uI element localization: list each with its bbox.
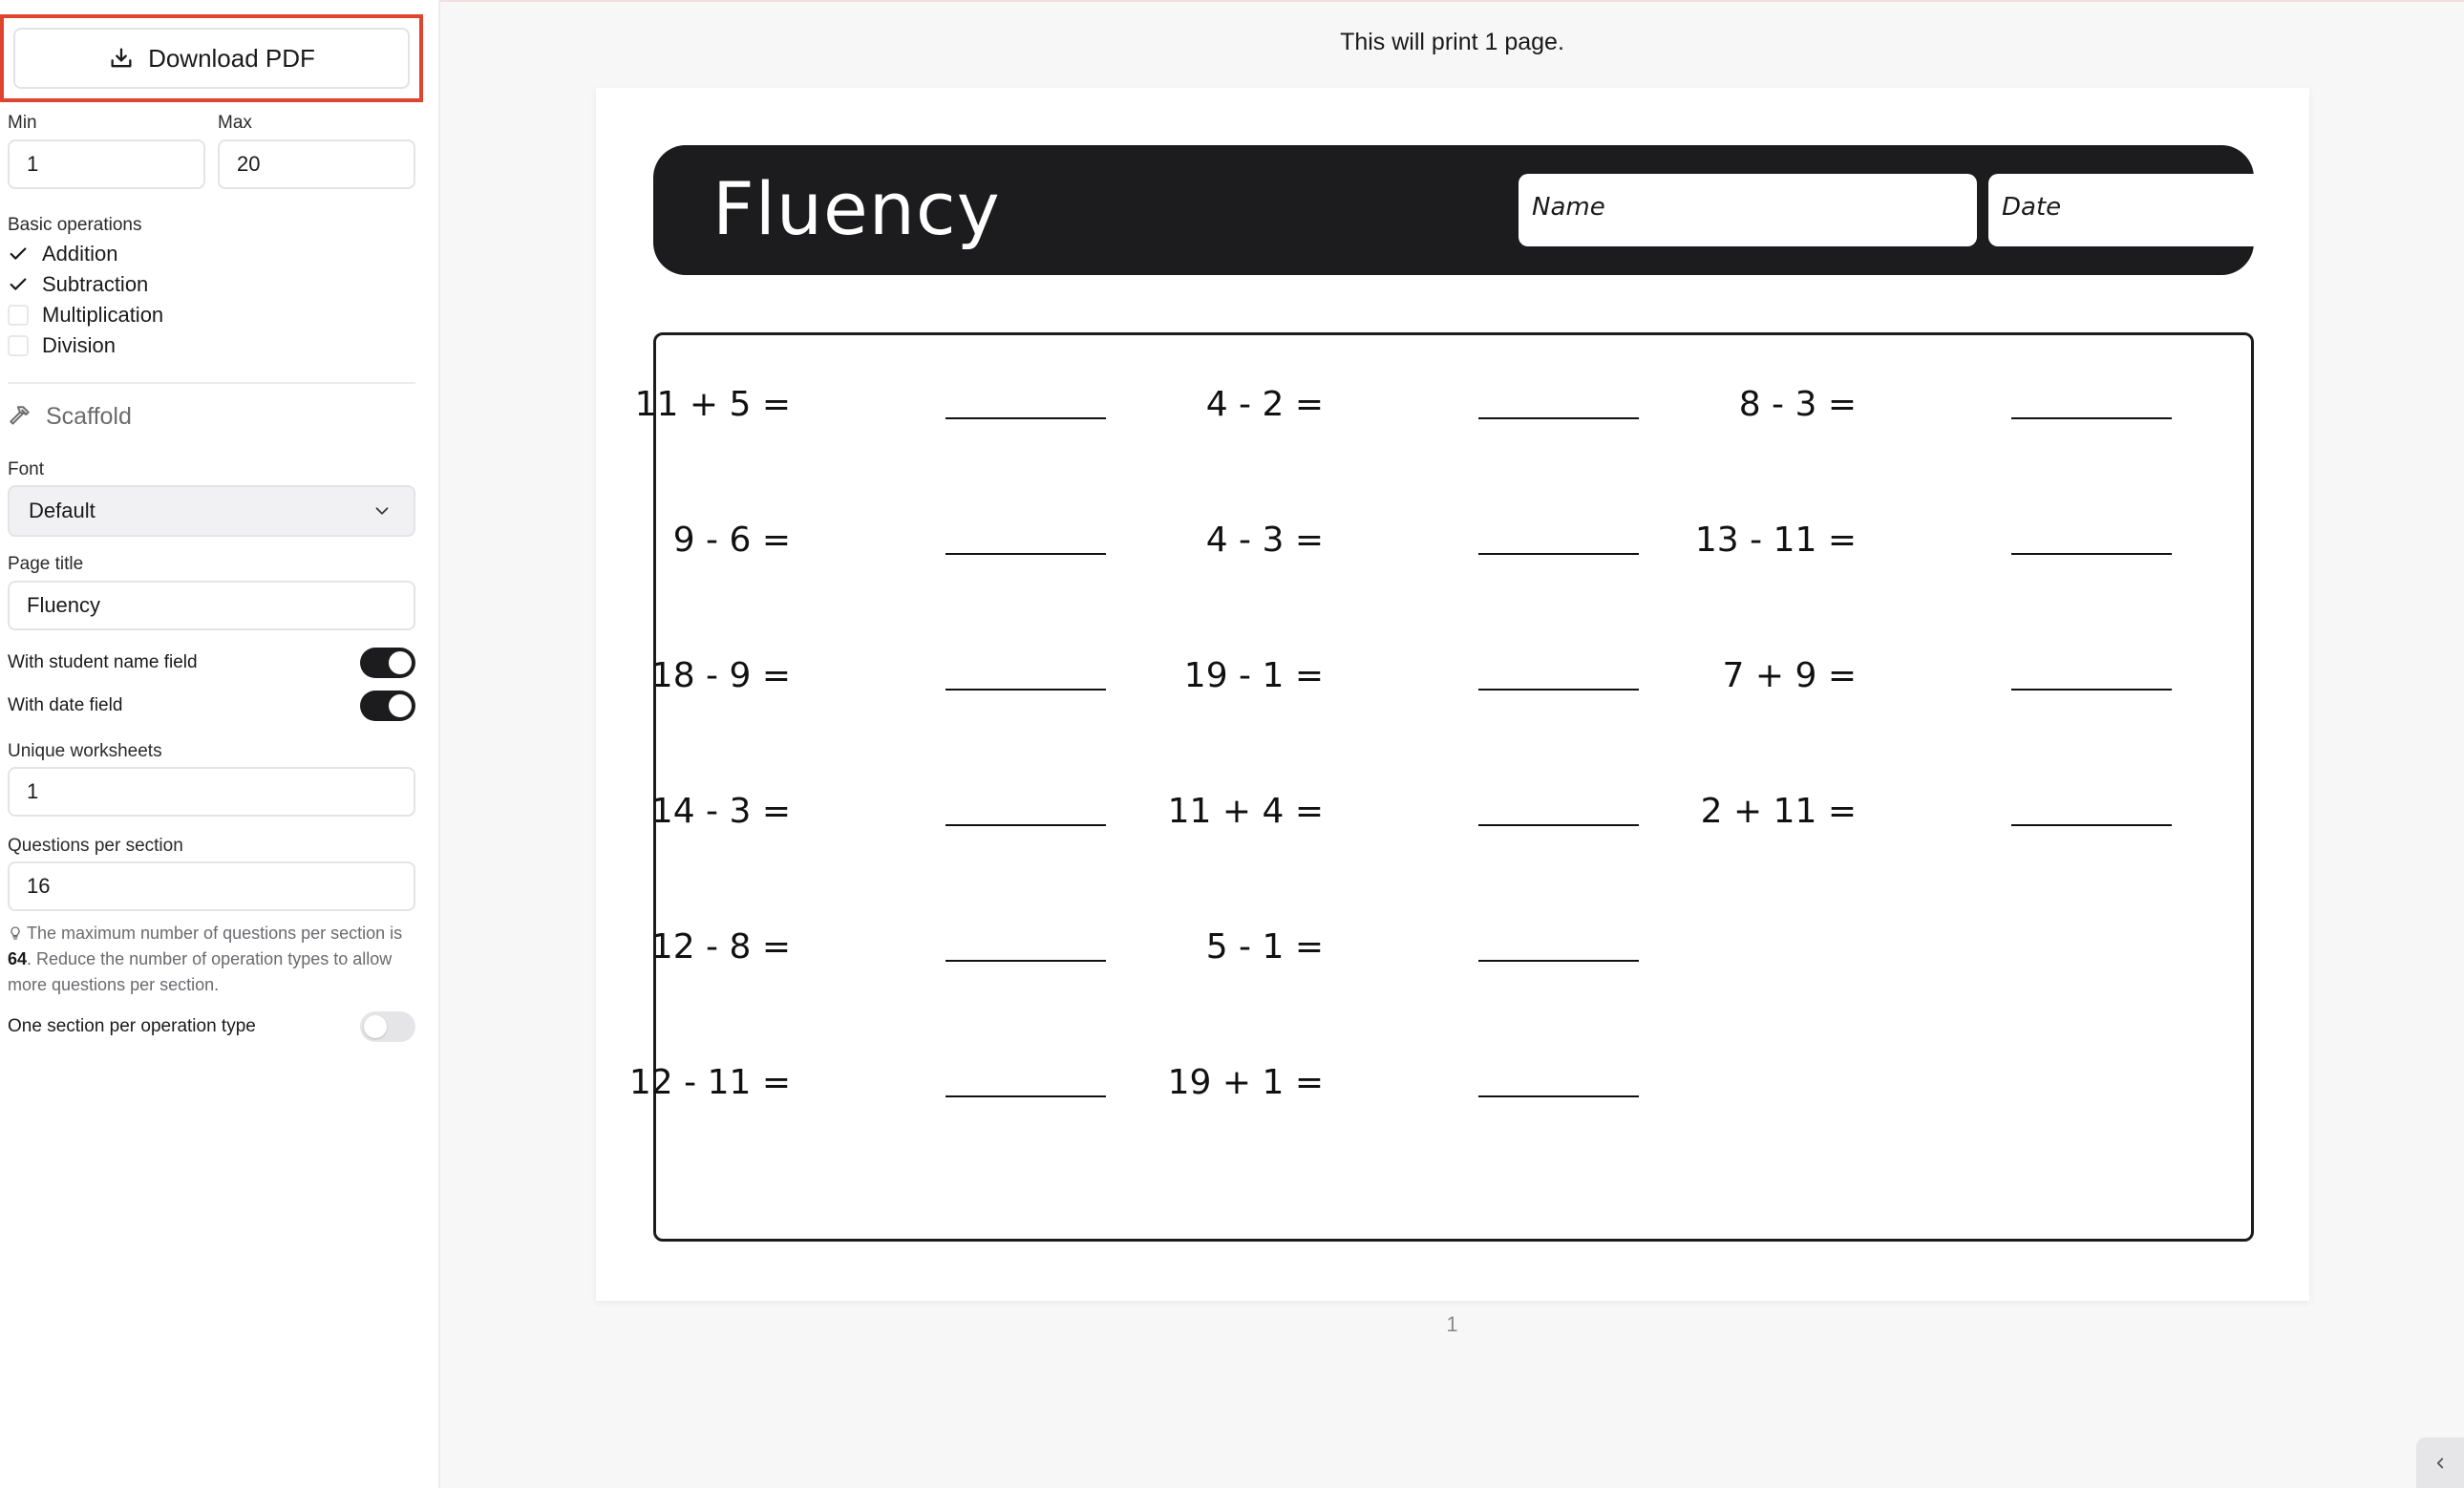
- op-addition-label: Addition: [42, 242, 118, 266]
- check-icon: [8, 274, 29, 295]
- question-text: 7 + 9 =: [1722, 656, 1857, 695]
- question-text: 11 + 5 =: [634, 385, 791, 424]
- question-text: 18 - 9 =: [650, 656, 791, 695]
- questions-section: [628, 332, 2254, 1242]
- question-item: [1163, 650, 1639, 708]
- answer-line: [2011, 553, 2172, 555]
- page-title-label: Page title: [8, 554, 84, 574]
- name-placeholder: Name: [1532, 193, 1605, 222]
- ops-label: Basic operations: [8, 215, 142, 235]
- print-message: This will print 1 page.: [1340, 29, 1564, 55]
- date-toggle-label: With date field: [8, 695, 123, 715]
- op-subtraction-label: Subtraction: [42, 272, 149, 296]
- question-item: [630, 650, 1106, 708]
- answer-line: [1478, 689, 1639, 691]
- page-number: 1: [1446, 1312, 1458, 1336]
- date-field: [1988, 174, 2263, 246]
- answer-line: [2011, 689, 2172, 691]
- hint-max-value: 64: [8, 949, 28, 968]
- collapse-panel-button[interactable]: [2416, 1437, 2464, 1488]
- question-item: [630, 786, 1106, 843]
- op-division-label: Division: [42, 333, 117, 357]
- student-name-toggle-row: [8, 646, 415, 680]
- question-text: 2 + 11 =: [1700, 792, 1857, 831]
- answer-line: [1478, 824, 1639, 826]
- questions-per-section-input[interactable]: [8, 861, 415, 911]
- question-item: [1696, 515, 2172, 572]
- questions-per-section-label: Questions per section: [8, 836, 183, 856]
- max-questions-hint: [8, 921, 409, 998]
- max-value: 20: [237, 152, 261, 176]
- hammer-icon: [8, 404, 32, 429]
- answer-line: [1478, 553, 1639, 555]
- hint-text-1: The maximum number of questions per section is: [27, 924, 403, 943]
- date-placeholder: Date: [2002, 193, 2062, 222]
- download-pdf-button[interactable]: [13, 28, 410, 89]
- op-multiplication[interactable]: [8, 301, 163, 329]
- one-section-toggle-row: [8, 1010, 415, 1044]
- question-text: 12 - 11 =: [628, 1063, 791, 1102]
- checkbox-subtraction[interactable]: [8, 274, 29, 295]
- top-border: [440, 0, 2464, 2]
- toggle-knob: [389, 651, 412, 674]
- op-addition[interactable]: [8, 240, 118, 268]
- hint-text-2: . Reduce the number of operation types to allow more questions per section.: [8, 949, 393, 994]
- toggle-knob: [389, 694, 412, 717]
- question-item: [1163, 922, 1639, 979]
- question-text: 8 - 3 =: [1738, 385, 1857, 424]
- unique-worksheets-value: 1: [27, 779, 39, 803]
- scaffold-label: Scaffold: [46, 402, 132, 430]
- question-text: 14 - 3 =: [650, 792, 791, 831]
- chevron-down-icon: [372, 500, 393, 521]
- answer-line: [945, 417, 1106, 419]
- download-icon: [108, 45, 135, 72]
- op-multiplication-label: Multiplication: [42, 303, 164, 327]
- page-title-value: Fluency: [27, 593, 101, 617]
- worksheet-title: Fluency: [712, 166, 1001, 251]
- question-item: [1163, 1057, 1639, 1115]
- name-field: [1519, 174, 1977, 246]
- chevron-left-icon: [2432, 1455, 2449, 1472]
- question-text: 5 - 1 =: [1205, 927, 1324, 967]
- answer-line: [1478, 1095, 1639, 1097]
- op-division[interactable]: [8, 331, 116, 360]
- date-toggle-row: [8, 689, 415, 723]
- download-highlight: [0, 14, 423, 102]
- question-item: [1696, 786, 2172, 843]
- answer-line: [945, 553, 1106, 555]
- answer-line: [945, 960, 1106, 962]
- unique-worksheets-input[interactable]: [8, 767, 415, 817]
- page-title-input[interactable]: [8, 581, 415, 630]
- checkbox-division[interactable]: [8, 335, 29, 356]
- question-text: 19 - 1 =: [1183, 656, 1324, 695]
- answer-line: [2011, 824, 2172, 826]
- font-label: Font: [8, 459, 45, 479]
- max-label: Max: [218, 113, 252, 133]
- questions-per-section-value: 16: [27, 874, 51, 898]
- question-item: [630, 1057, 1106, 1115]
- question-text: 19 + 1 =: [1167, 1063, 1324, 1102]
- lightbulb-icon: [8, 925, 23, 941]
- settings-sidebar: [0, 0, 440, 1488]
- question-text: 11 + 4 =: [1167, 792, 1324, 831]
- question-text: 4 - 2 =: [1205, 385, 1324, 424]
- question-item: [1696, 650, 2172, 708]
- one-section-toggle-label: One section per operation type: [8, 1016, 256, 1036]
- min-input[interactable]: [8, 139, 205, 189]
- question-item: [1163, 786, 1639, 843]
- checkbox-multiplication[interactable]: [8, 305, 29, 326]
- max-input[interactable]: [218, 139, 415, 189]
- question-text: 9 - 6 =: [672, 521, 791, 560]
- question-item: [630, 515, 1106, 572]
- question-item: [1696, 379, 2172, 436]
- question-item: [1163, 515, 1639, 572]
- font-value: Default: [29, 499, 96, 522]
- scaffold-section[interactable]: [8, 399, 132, 434]
- download-label: Download PDF: [148, 43, 315, 73]
- sidebar-divider: [8, 382, 415, 384]
- question-text: 12 - 8 =: [650, 927, 791, 967]
- unique-worksheets-label: Unique worksheets: [8, 741, 162, 761]
- check-icon: [8, 244, 29, 265]
- answer-line: [2011, 417, 2172, 419]
- font-select[interactable]: [8, 485, 415, 537]
- op-subtraction[interactable]: [8, 270, 148, 299]
- question-item: [630, 922, 1106, 979]
- student-name-toggle-label: With student name field: [8, 652, 198, 672]
- checkbox-addition[interactable]: [8, 244, 29, 265]
- question-item: [630, 379, 1106, 436]
- one-section-toggle[interactable]: [360, 1011, 415, 1042]
- min-value: 1: [27, 152, 39, 176]
- answer-line: [945, 824, 1106, 826]
- answer-line: [1478, 960, 1639, 962]
- question-text: 4 - 3 =: [1205, 521, 1324, 560]
- answer-line: [945, 689, 1106, 691]
- question-item: [1163, 379, 1639, 436]
- question-text: 13 - 11 =: [1694, 521, 1857, 560]
- worksheet-page: [596, 88, 2309, 1301]
- answer-line: [945, 1095, 1106, 1097]
- date-toggle[interactable]: [360, 691, 415, 721]
- worksheet-header: [653, 145, 2254, 275]
- min-label: Min: [8, 113, 37, 133]
- toggle-knob: [364, 1015, 387, 1038]
- answer-line: [1478, 417, 1639, 419]
- student-name-toggle[interactable]: [360, 648, 415, 678]
